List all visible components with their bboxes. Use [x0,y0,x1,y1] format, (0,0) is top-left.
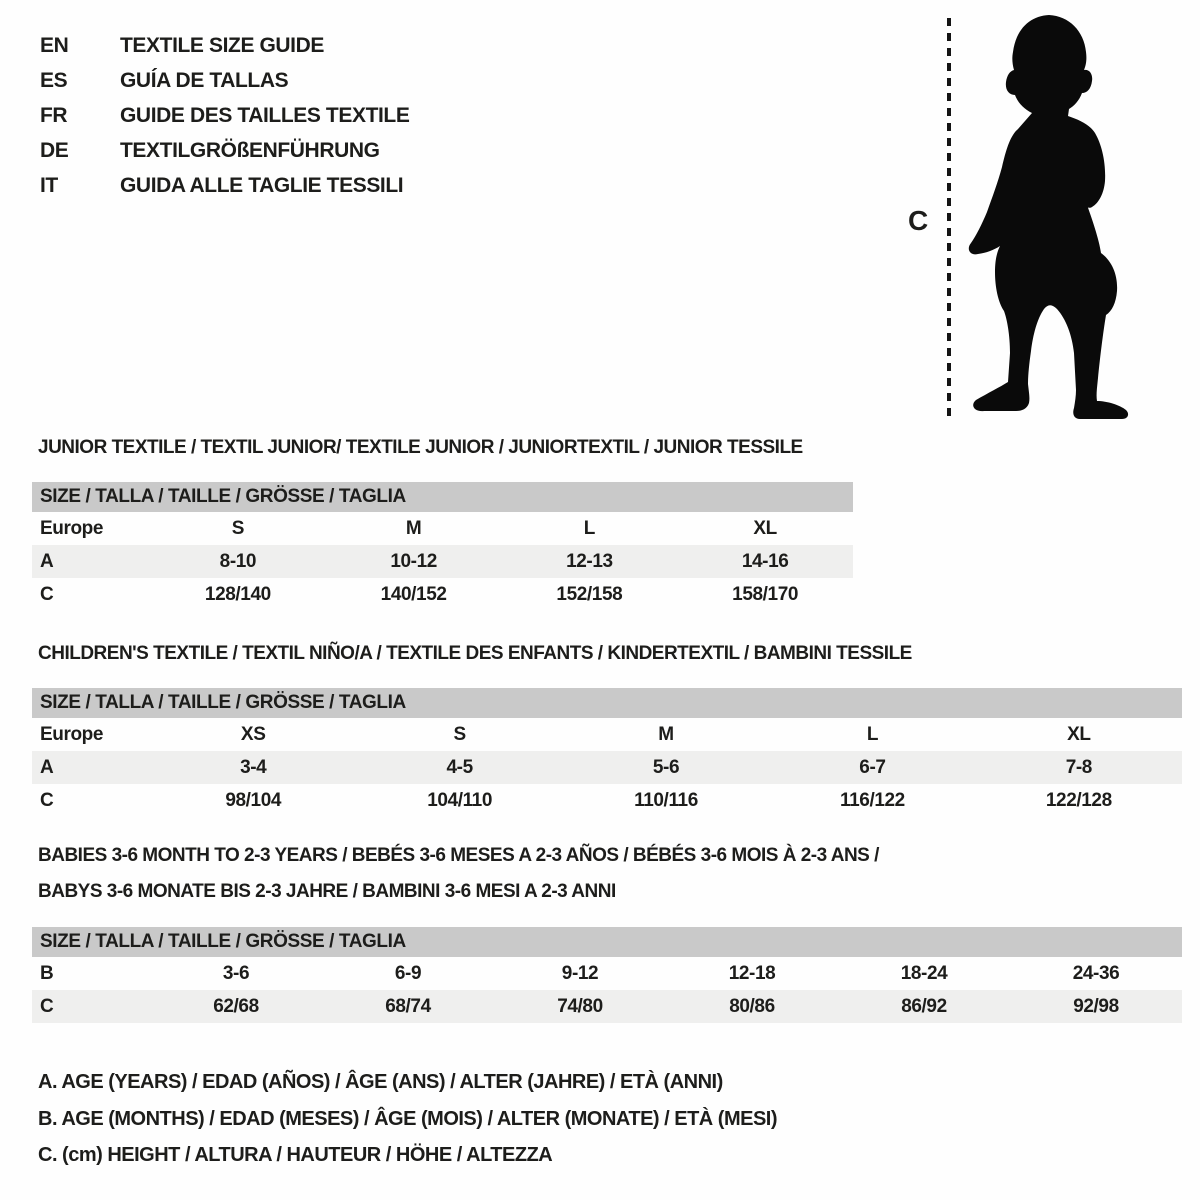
lang-title: GUIDA ALLE TAGLIE TESSILI [120,173,404,197]
table-row [32,957,1182,990]
table-cell: 12-18 [728,962,776,984]
table-cell: XL [753,517,777,539]
table-cell: 3-6 [222,962,250,984]
table-header-size: SIZE / TALLA / TAILLE / GRÖSSE / TAGLIA [32,688,1182,718]
table-cell: 62/68 [213,995,259,1017]
lang-title: TEXTILGRÖßENFÜHRUNG [120,138,380,162]
table-row [32,718,1182,751]
language-title-list [40,28,409,203]
table-cell: 110/116 [634,789,698,811]
table-cell: 98/104 [225,789,282,811]
table-cell: L [866,723,879,745]
lang-title: GUIDE DES TAILLES TEXTILE [120,103,410,127]
table-cell: 152/158 [556,583,623,605]
table-header-size: SIZE / TALLA / TAILLE / GRÖSSE / TAGLIA [32,927,1182,957]
row-label: C [40,789,54,811]
table-cell: 5-6 [652,756,680,778]
lang-code: EN [40,33,69,57]
table-cell: 10-12 [390,550,437,572]
table-cell: 86/92 [901,995,947,1017]
table-row [32,990,1182,1023]
lang-code: FR [40,103,68,127]
table-cell: 24-36 [1072,962,1120,984]
table-cell: S [453,723,466,745]
table-cell: M [658,723,674,745]
lang-code: IT [40,173,58,197]
children-table-body [32,718,1182,817]
table-row [32,751,1182,784]
row-label: Europe [40,517,104,539]
table-cell: XL [1067,723,1091,745]
lang-row-it [40,168,409,203]
height-measure-figure [890,0,1200,440]
table-cell: 8-10 [219,550,257,572]
row-label: C [40,583,54,605]
children-size-table [32,688,1182,817]
babies-size-table [32,927,1182,1023]
table-cell: 18-24 [900,962,948,984]
legend-height-cm: C. (cm) HEIGHT / ALTURA / HAUTEUR / HÖHE / ALTEZZA [38,1144,553,1166]
lang-row-de [40,133,409,168]
lang-code: DE [40,138,69,162]
babies-section-heading-line2: BABYS 3-6 MONATE BIS 2-3 JAHRE / BAMBINI 3-6 MESI A 2-3 ANNI [38,881,616,902]
table-cell: 140/152 [380,583,447,605]
table-cell: 80/86 [729,995,775,1017]
table-cell: 116/122 [840,789,905,811]
junior-table-body [32,512,853,611]
table-cell: 4-5 [446,756,473,778]
lang-code: ES [40,68,68,92]
table-cell: 158/170 [732,583,799,605]
lang-row-en [40,28,409,63]
table-cell: 92/98 [1073,995,1119,1017]
row-label: B [40,962,54,984]
table-cell: 3-4 [240,756,267,778]
junior-size-table [32,482,853,611]
table-cell: 7-8 [1065,756,1092,778]
lang-row-fr [40,98,409,133]
row-label: A [40,756,54,778]
table-cell: 6-9 [394,962,422,984]
table-cell: 9-12 [561,962,599,984]
table-cell: 122/128 [1045,789,1112,811]
table-header-size: SIZE / TALLA / TAILLE / GRÖSSE / TAGLIA [32,482,853,512]
table-cell: 12-13 [566,550,613,572]
babies-section-heading-line1: BABIES 3-6 MONTH TO 2-3 YEARS / BEBÉS 3-6 MESES A 2-3 AÑOS / BÉBÉS 3-6 MOIS À 2-3 ANS / [38,845,879,866]
table-row [32,545,853,578]
table-cell: 74/80 [557,995,603,1017]
height-dashed-line [947,18,951,418]
table-row [32,784,1182,817]
table-cell: 14-16 [741,550,789,572]
junior-section-heading: JUNIOR TEXTILE / TEXTIL JUNIOR/ TEXTILE JUNIOR / JUNIORTEXTIL / JUNIOR TESSILE [38,437,803,458]
table-cell: 128/140 [204,583,271,605]
babies-table-body [32,957,1182,1023]
table-row [32,512,853,545]
table-cell: S [231,517,245,539]
table-cell: 68/74 [385,995,431,1017]
table-cell: L [583,517,595,539]
table-row [32,578,853,611]
children-section-heading: CHILDREN'S TEXTILE / TEXTIL NIÑO/A / TEXTILE DES ENFANTS / KINDERTEXTIL / BAMBINI TESSILE [38,643,912,664]
table-cell: XS [240,723,266,745]
row-label: C [40,995,54,1017]
legend-age-years: A. AGE (YEARS) / EDAD (AÑOS) / ÂGE (ANS) / ALTER (JAHRE) / ETÀ (ANNI) [38,1071,723,1093]
row-label: A [40,550,54,572]
row-label: Europe [40,723,104,745]
table-cell: M [405,517,422,539]
table-cell: 104/110 [427,789,493,811]
lang-title: TEXTILE SIZE GUIDE [120,33,324,57]
legend-age-months: B. AGE (MONTHS) / EDAD (MESES) / ÂGE (MOIS) / ALTER (MONATE) / ETÀ (MESI) [38,1108,778,1130]
lang-row-es [40,63,409,98]
lang-title: GUÍA DE TALLAS [120,68,289,92]
toddler-silhouette-icon [962,13,1134,420]
height-measure-label: C [908,205,928,236]
table-cell: 6-7 [859,756,886,778]
